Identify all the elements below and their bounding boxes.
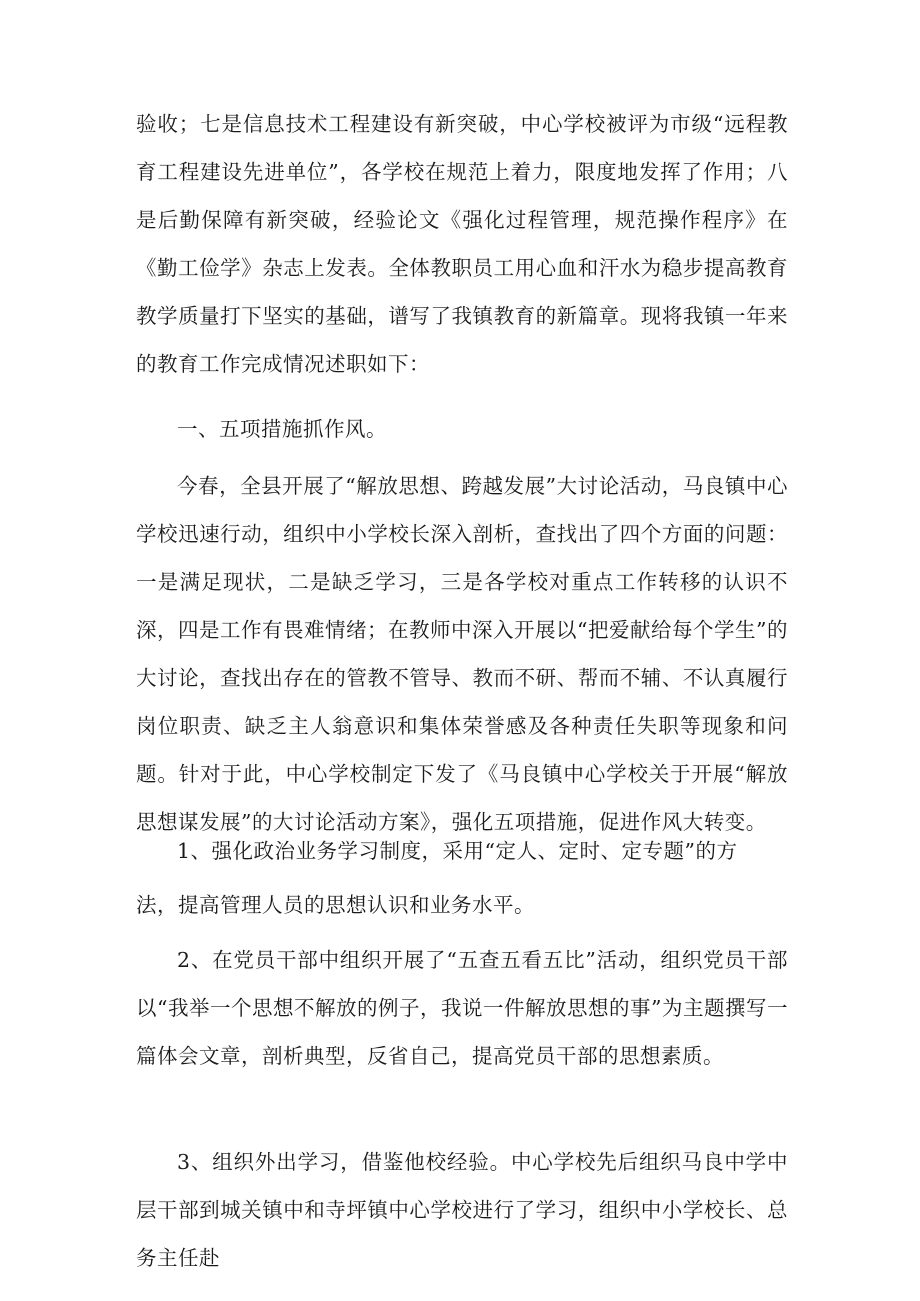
- list-item-3: 3、组织外出学习，借鉴他校经验。中心学校先后组织马良中学中层干部到城关镇中和寺坪镇中心学校进行了学习，组织中小学校长、总务主任赴: [136, 1150, 788, 1270]
- paragraph-summary-continuation: 验收；七是信息技术工程建设有新突破，中心学校被评为市级“远程教育工程建设先进单位”，各学校在规范上着力，限度地发挥了作用；八是后勤保障有新突破，经验论文《强化过程管理，规范操作程序》在《勤工俭学》杂志上发表。全体教职员工用心血和汗水为稳步提高教育教学质量打下坚实的基础，谱写了我镇教育的新篇章。现将我镇一年来的教育工作完成情况述职如下：: [136, 112, 788, 376]
- section-heading-1: 一、五项措施抓作风。: [177, 417, 387, 441]
- paragraph-discussion-activity: 今春，全县开展了“解放思想、跨越发展”大讨论活动，马良镇中心学校迅速行动，组织中小学校长深入剖析，查找出了四个方面的问题：一是满足现状，二是缺乏学习，三是各学校对重点工作转移的认识不深，四是工作有畏难情绪；在教师中深入开展以“把爱献给每个学生”的大讨论，查找出存在的管教不管导、教而不研、帮而不辅、不认真履行岗位职责、缺乏主人翁意识和集体荣誉感及各种责任失职等现象和问题。针对于此，中心学校制定下发了《马良镇中心学校关于开展“解放思想谋发展”的大讨论活动方案》，强化五项措施，促进作风大转变。: [136, 474, 788, 834]
- list-item-2: 2、在党员干部中组织开展了“五查五看五比”活动，组织党员干部以“我举一个思想不解放的例子，我说一件解放思想的事”为主题撰写一篇体会文章，剖析典型，反省自己，提高党员干部的思想素质。: [136, 948, 788, 1068]
- list-item-1-line-1: 1、强化政治业务学习制度，采用“定人、定时、定专题”的方: [177, 839, 738, 863]
- list-item-1-line-2: 法，提高管理人员的思想认识和业务水平。: [136, 893, 535, 917]
